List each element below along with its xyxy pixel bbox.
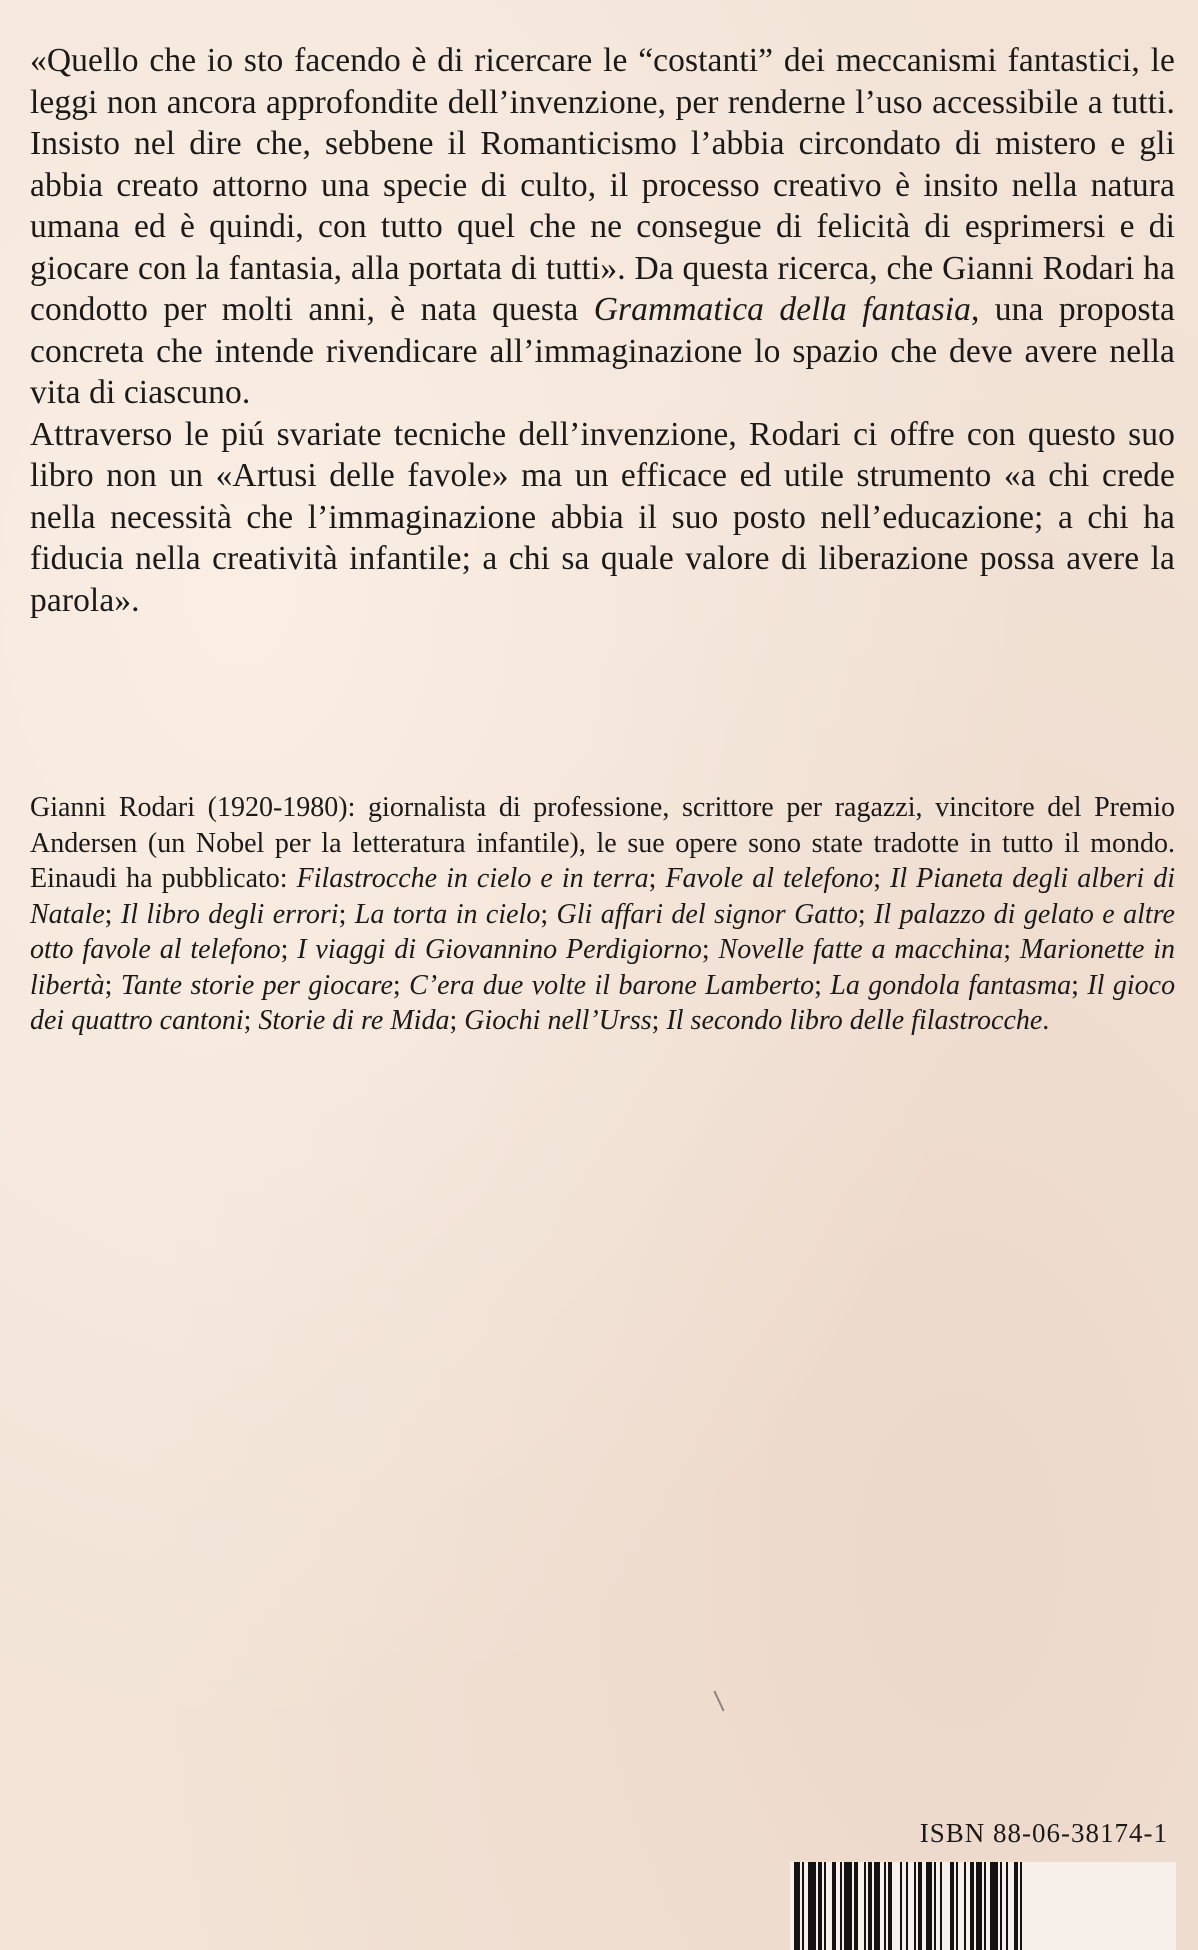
barcode-bar — [844, 1862, 852, 1950]
barcode-bar — [906, 1862, 908, 1950]
barcode-bar — [918, 1862, 922, 1950]
barcode-bar — [868, 1862, 872, 1950]
bibliography-title: Gli affari del signor Gatto — [556, 898, 858, 930]
bibliography-title: Giochi nell’Urss — [464, 1005, 652, 1036]
bibliography-separator: ; — [338, 898, 355, 930]
scratch-mark — [713, 1691, 724, 1712]
bibliography-separator: . — [1042, 1005, 1050, 1036]
barcode-icon — [790, 1862, 1176, 1950]
bibliography-title: Tante storie per giocare — [120, 969, 393, 1001]
blurb-text-part: «Quello che io sto facendo è di ricercare le “costanti” dei meccanismi fantastici, le leggi non ancora approfondite dell’invenzione, per renderne l’uso accessibile a tutti. Insisto nel dire che, sebbene il Romanticismo l’abbia circondato di mistero e gli abbia creato attorno una specie di culto, il processo creativo è insito nella natura umana ed è quindi, con tutto quel che ne consegue di felicità di esprimersi e di giocare con la fantasia, alla portata di tutti». Da questa ricerca, che Gianni Rodari ha condotto per molti anni, è nata questa — [30, 42, 1175, 328]
barcode-bar — [818, 1862, 822, 1950]
barcode-bar — [888, 1862, 892, 1950]
bibliography-separator: ; — [1071, 969, 1088, 1001]
author-bio — [30, 790, 1175, 1039]
blurb-text — [30, 40, 1175, 621]
barcode-bar — [1020, 1862, 1022, 1950]
barcode-bar — [854, 1862, 858, 1950]
barcode-bar — [934, 1862, 936, 1950]
barcode-bar — [840, 1862, 842, 1950]
blurb-paragraph-2: Attraverso le piú svariate tecniche dell’invenzione, Rodari ci offre con questo suo libro non un «Artusi delle favole» ma un efficace ed utile strumento «a chi crede nella necessità che l’immaginazione abbia il suo posto nell’educazione; a chi ha fiducia nella creatività infantile; a chi sa quale valore di liberazione possa avere la parola». — [30, 415, 1175, 619]
barcode-bar — [940, 1862, 942, 1950]
bibliography-separator: ; — [392, 969, 410, 1001]
bibliography-separator: ; — [814, 969, 831, 1001]
barcode-bar — [900, 1862, 902, 1950]
bibliography-separator: ; — [104, 898, 121, 930]
bibliography-title: Il palazzo di gelato e altre otto favole al telefono — [30, 898, 1175, 965]
barcode-bar — [1006, 1862, 1008, 1950]
barcode-bar — [832, 1862, 836, 1950]
bibliography-title: Storie di re Mida — [258, 1005, 450, 1036]
bibliography-separator: ; — [449, 1005, 465, 1036]
barcode-bar — [1014, 1862, 1018, 1950]
barcode-bar — [926, 1862, 932, 1950]
bibliography-separator: ; — [243, 1005, 259, 1036]
book-title: Grammatica della fantasia — [593, 291, 971, 328]
barcode-bar — [914, 1862, 916, 1950]
bibliography-title: Marionette in libertà — [30, 934, 1176, 1001]
bibliography-title: La torta in cielo — [354, 898, 541, 930]
bibliography-title: Il gioco dei quattro cantoni — [30, 969, 1176, 1036]
bibliography-separator: ; — [701, 934, 719, 965]
blurb-text-part: , una proposta concreta che intende rivendicare all’immaginazione lo spazio che deve avere nella vita di ciascuno. — [30, 291, 1175, 411]
isbn-code: ISBN 88-06-38174-1 — [919, 1818, 1168, 1848]
bibliography-separator: ; — [873, 863, 891, 894]
barcode-bar — [864, 1862, 866, 1950]
barcode-bar — [802, 1862, 804, 1950]
bibliography-separator: ; — [651, 1005, 667, 1036]
barcode-bar — [956, 1862, 958, 1950]
barcode-bar — [794, 1862, 800, 1950]
barcode-bar — [976, 1862, 982, 1950]
bibliography-title: I viaggi di Giovannino Perdigiorno — [297, 934, 702, 965]
barcode-bar — [964, 1862, 966, 1950]
bibliography-title: C’era due volte il barone Lamberto — [409, 969, 815, 1001]
barcode-bar — [990, 1862, 998, 1950]
bibliography-title: Novelle fatte a macchina — [718, 934, 1004, 965]
bibliography-separator: ; — [280, 934, 298, 965]
barcode-bar — [1000, 1862, 1002, 1950]
barcode-bar — [874, 1862, 880, 1950]
blurb-paragraph-1 — [30, 40, 1175, 414]
bibliography-title: Il secondo libro delle filastrocche — [666, 1005, 1043, 1036]
bibliography-separator: ; — [648, 863, 666, 894]
bibliography-title: Filastrocche in cielo e in terra — [296, 863, 649, 894]
author-bio-intro: Gianni Rodari (1920-1980): giornalista di professione, scrittore per ragazzi, vincitore del Premio Andersen (un Nobel per la letteratura infantile), le sue opere sono state tradotte in tutto il mondo. Einaudi ha pubblicato: — [30, 792, 1175, 894]
barcode-bar — [970, 1862, 974, 1950]
bibliography-title: La gondola fantasma — [830, 969, 1072, 1001]
barcode-bar — [824, 1862, 826, 1950]
barcode-bar — [984, 1862, 986, 1950]
bibliography-separator: ; — [857, 898, 875, 930]
barcode-bar — [808, 1862, 816, 1950]
barcode-bar — [950, 1862, 954, 1950]
bibliography-title: Il Pianeta degli alberi di Natale — [30, 863, 1175, 930]
author-bio-paragraph — [30, 790, 1175, 1039]
bibliography-separator: ; — [540, 898, 557, 930]
bibliography-separator: ; — [1003, 934, 1020, 965]
bibliography-separator: ; — [104, 969, 121, 1001]
barcode-bar — [884, 1862, 886, 1950]
bibliography-title: Il libro degli errori — [120, 898, 339, 930]
bibliography-title: Favole al telefono — [665, 863, 874, 894]
